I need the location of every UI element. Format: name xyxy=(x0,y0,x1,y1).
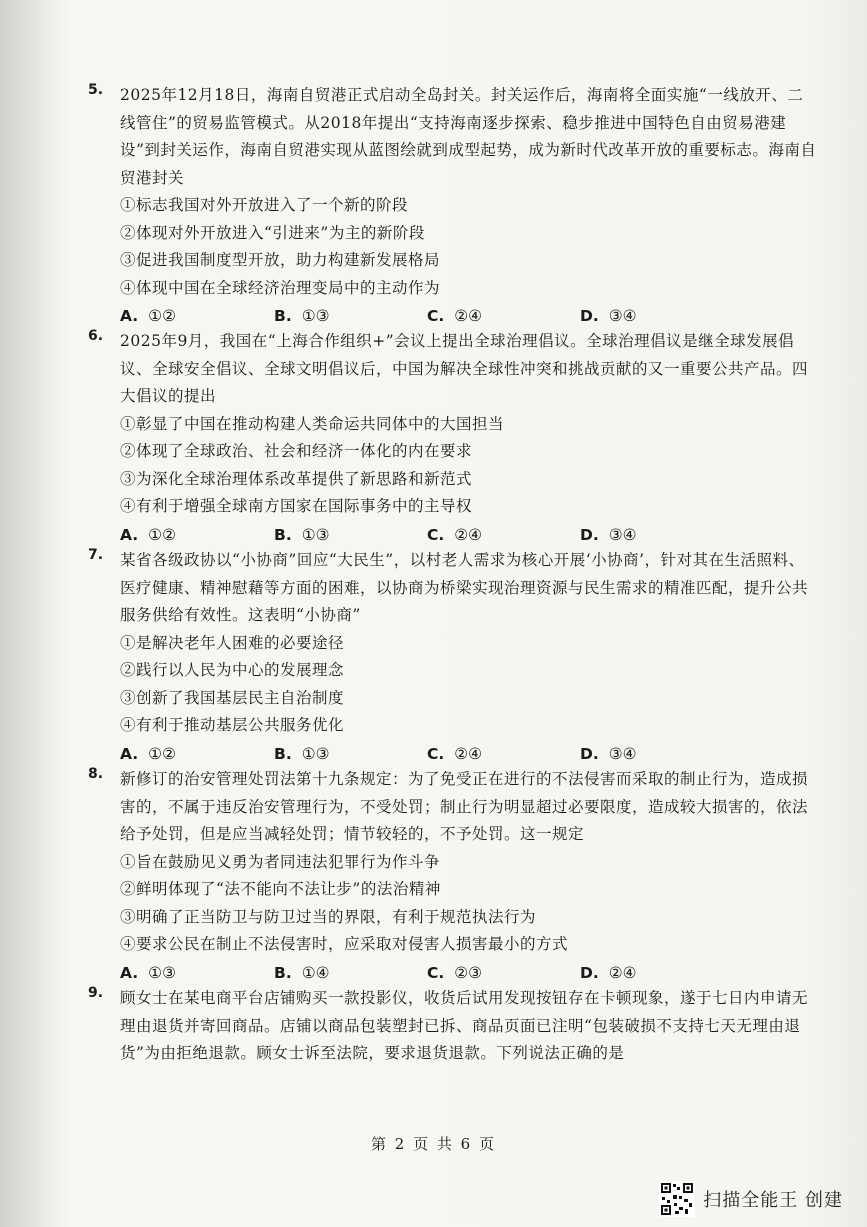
watermark-label: 扫描全能王 创建 xyxy=(703,1190,843,1211)
question-6 xyxy=(88,328,818,549)
option-1: ①旨在鼓励见义勇为者同违法犯罪行为作斗争 xyxy=(120,852,441,871)
choice-c: C. ②④ xyxy=(427,525,483,544)
question-stem: 2025年9月，我国在“上海合作组织+”会议上提出全球治理倡议。全球治理倡议是继全球发展倡议、全球安全倡议、全球文明倡议后，中国为解决全球性冲突和挑战贡献的又一重要公共产品。四大倡议的提出 xyxy=(120,332,809,405)
scanner-watermark xyxy=(659,1179,843,1219)
choice-b: B. ①③ xyxy=(274,525,330,544)
option-2: ②体现了全球政治、社会和经济一体化的内在要求 xyxy=(120,442,473,460)
option-2: ②鲜明体现了“法不能向不法让步”的法治精神 xyxy=(120,880,441,898)
answer-choices xyxy=(120,521,818,549)
question-stem: 2025年12月18日，海南自贸港正式启动全岛封关。封关运作后，海南将全面实施“一线放开、二线管住”的贸易监管模式。从2018年提出“支持海南逐步探索、稳步推进中国特色自由贸易港建设”到封关运作，海南自贸港实现从蓝图绘就到成型起势，成为新时代改革开放的重要标志。海南自贸港封关 xyxy=(120,86,817,187)
qr-code-icon xyxy=(659,1181,695,1217)
answer-choices xyxy=(120,740,818,768)
option-4: ④有利于推动基层公共服务优化 xyxy=(120,716,345,734)
answer-choices xyxy=(120,959,818,987)
choice-b: B. ①③ xyxy=(274,744,330,763)
choice-a: A. ①② xyxy=(120,525,176,544)
option-3: ③促进我国制度型开放，助力构建新发展格局 xyxy=(120,251,441,269)
choice-c: C. ②④ xyxy=(427,307,483,325)
choice-b: B. ①③ xyxy=(274,307,330,325)
option-4: ④体现中国在全球经济治理变局中的主动作为 xyxy=(120,278,441,297)
choice-a: A. ①② xyxy=(120,744,176,763)
option-4: ④有利于增强全球南方国家在国际事务中的主导权 xyxy=(120,497,473,515)
option-2: ②体现对外开放进入“引进来”为主的新阶段 xyxy=(120,223,425,242)
option-2: ②践行以人民为中心的发展理念 xyxy=(120,661,345,679)
option-3: ③明确了正当防卫与防卫过当的界限，有利于规范执法行为 xyxy=(120,907,537,926)
option-1: ①彰显了中国在推动构建人类命运共同体中的大国担当 xyxy=(120,414,505,433)
choice-d: D. ③④ xyxy=(580,525,637,544)
question-7 xyxy=(88,547,818,768)
choice-c: C. ②③ xyxy=(427,963,483,982)
option-1: ①是解决老年人困难的必要途径 xyxy=(120,633,345,652)
question-number: 6. xyxy=(88,328,104,344)
question-number: 7. xyxy=(88,547,104,563)
choice-c: C. ②④ xyxy=(427,744,483,763)
question-5 xyxy=(88,82,818,330)
question-stem: 某省各级政协以“小协商”回应“大民生”，以村老人需求为核心开展‘小协商’，针对其在生活照料、医疗健康、精神慰藉等方面的困难，以协商为桥梁实现治理资源与民生需求的精准匹配，提升公共服务供给有效性。这表明“小协商” xyxy=(120,551,809,624)
scan-shadow xyxy=(0,0,70,1227)
option-3: ③为深化全球治理体系改革提供了新思路和新范式 xyxy=(120,469,473,488)
question-number: 5. xyxy=(88,82,104,98)
choice-d: D. ③④ xyxy=(580,307,637,325)
question-number: 9. xyxy=(88,985,104,1001)
answer-choices xyxy=(120,302,818,330)
option-1: ①标志我国对外开放进入了一个新的阶段 xyxy=(120,196,409,214)
choice-a: A. ①② xyxy=(120,307,176,325)
question-number: 8. xyxy=(88,766,104,782)
question-9 xyxy=(88,985,818,1068)
option-4: ④要求公民在制止不法侵害时，应采取对侵害人损害最小的方式 xyxy=(120,935,569,953)
choice-d: D. ③④ xyxy=(580,744,637,763)
choice-a: A. ①③ xyxy=(120,963,176,982)
question-stem: 新修订的治安管理处罚法第十九条规定：为了免受正在进行的不法侵害而采取的制止行为，造成损害的，不属于违反治安管理行为，不受处罚；制止行为明显超过必要限度，造成较大损害的，依法给予处罚，但是应当减轻处罚；情节较轻的，不予处罚。这一规定 xyxy=(120,770,809,843)
page-footer: 第 2 页 共 6 页 xyxy=(371,1135,496,1153)
question-stem: 顾女士在某电商平台店铺购买一款投影仪，收货后试用发现按钮存在卡顿现象，遂于七日内申请无理由退货并寄回商品。店铺以商品包装塑封已拆、商品页面已注明“包装破损不支持七天无理由退货”为由拒绝退款。顾女士诉至法院，要求退货退款。下列说法正确的是 xyxy=(120,989,809,1062)
choice-d: D. ②④ xyxy=(580,963,637,982)
choice-b: B. ①④ xyxy=(274,963,330,982)
option-3: ③创新了我国基层民主自治制度 xyxy=(120,688,345,707)
question-8 xyxy=(88,766,818,987)
